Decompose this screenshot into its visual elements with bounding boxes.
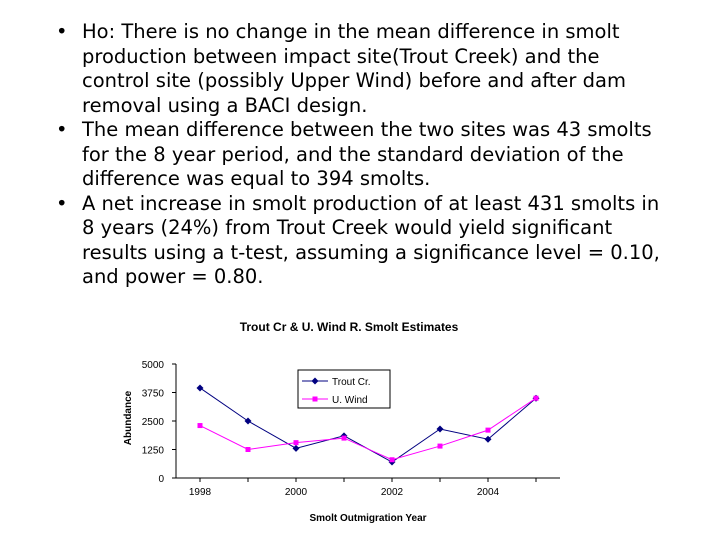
bullet-line: A net increase in smolt production of at least 431 smolts in — [82, 191, 660, 215]
data-point-trout-cr — [197, 384, 204, 391]
bullet-dot: • — [56, 118, 68, 141]
data-point-u-wind — [342, 436, 347, 441]
legend-marker-u-wind — [313, 397, 318, 402]
y-tick-label: 5000 — [141, 360, 164, 371]
bullet-item — [40, 118, 680, 192]
legend-label: U. Wind — [332, 395, 368, 406]
smolt-estimates-chart — [110, 312, 570, 532]
data-point-u-wind — [246, 447, 251, 452]
legend-label: Trout Cr. — [332, 377, 371, 388]
data-point-u-wind — [294, 440, 299, 445]
bullet-line: for the 8 year period, and the standard deviation of the — [82, 142, 624, 166]
bullet-line: Ho: There is no change in the mean difference in smolt — [82, 20, 620, 43]
data-point-u-wind — [486, 428, 491, 433]
y-tick-label: 3750 — [141, 388, 164, 400]
bullet-line: removal using a BACI design. — [82, 93, 368, 117]
x-tick-label: 2002 — [380, 487, 404, 498]
bullet-line: difference was equal to 394 smolts. — [82, 167, 431, 190]
bullet-line: and power = 0.80. — [82, 265, 264, 288]
y-tick-label: 1250 — [141, 445, 164, 457]
data-point-u-wind — [534, 396, 539, 401]
data-point-u-wind — [198, 423, 203, 428]
data-point-trout-cr — [245, 418, 252, 425]
bullet-line: results using a t-test, assuming a significance level = 0.10, — [82, 240, 660, 264]
x-tick-label: 2004 — [476, 487, 500, 498]
data-point-trout-cr — [437, 425, 444, 432]
x-axis-label: Smolt Outmigration Year — [309, 513, 427, 524]
y-tick-label: 0 — [158, 474, 164, 485]
chart-title: Trout Cr & U. Wind R. Smolt Estimates — [239, 320, 459, 334]
bullet-item — [40, 20, 680, 118]
bullet-line: The mean difference between the two sites was 43 smolts — [82, 118, 652, 141]
bullet-line: production between impact site(Trout Creek) and the — [82, 44, 600, 68]
x-tick-label: 1998 — [188, 487, 212, 498]
x-tick-label: 2000 — [284, 487, 308, 498]
data-point-trout-cr — [293, 445, 300, 452]
data-point-u-wind — [390, 457, 395, 462]
bullet-list — [40, 20, 680, 290]
bullet-item — [40, 192, 680, 290]
data-point-u-wind — [438, 444, 443, 449]
y-axis-label: Abundance — [123, 390, 134, 446]
legend — [298, 370, 390, 408]
bullet-dot: • — [56, 20, 68, 43]
bullet-dot: • — [56, 191, 68, 215]
y-tick-label: 2500 — [141, 417, 164, 428]
bullet-line: control site (possibly Upper Wind) before and after dam — [82, 69, 626, 92]
bullet-line: 8 years (24%) from Trout Creek would yield significant — [82, 216, 613, 239]
